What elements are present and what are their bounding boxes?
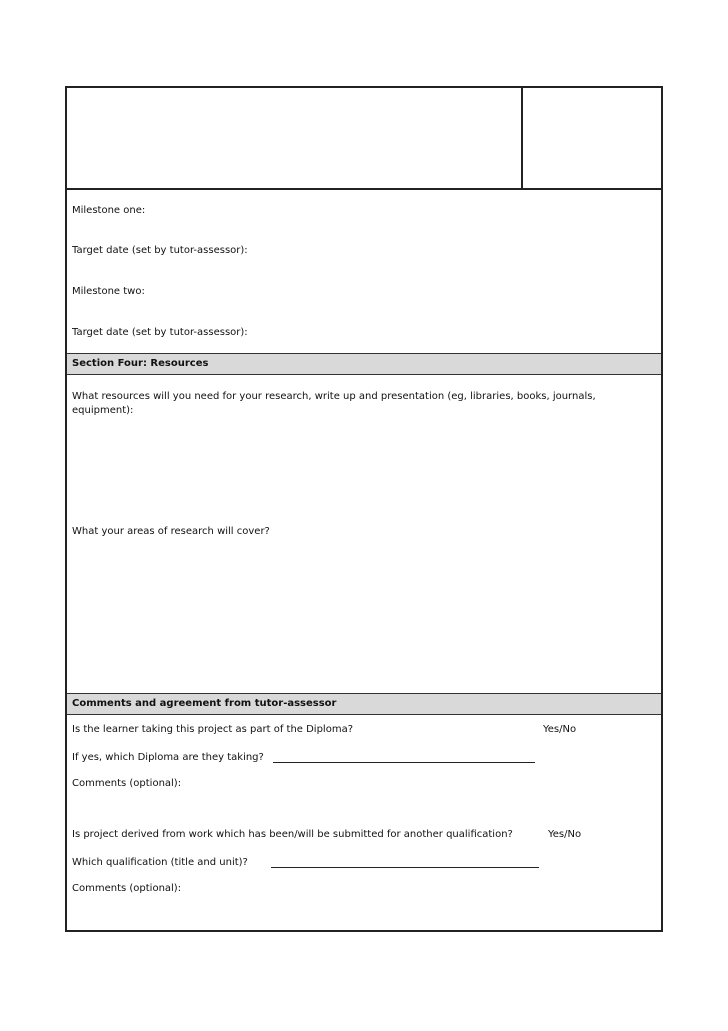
which-qualification-question: Which qualification (title and unit)?	[72, 857, 248, 868]
comments-optional-1: Comments (optional):	[72, 778, 182, 789]
comments-heading-band	[67, 693, 661, 715]
header-divider	[521, 88, 523, 188]
section-four-heading: Section Four: Resources	[72, 358, 209, 369]
derived-yes-no[interactable]: Yes/No	[548, 829, 582, 840]
which-diploma-question: If yes, which Diploma are they taking?	[72, 752, 264, 763]
diploma-question: Is the learner taking this project as part of the Diploma?	[72, 724, 354, 735]
header-box	[67, 88, 661, 190]
derived-question: Is project derived from work which has been/will be submitted for another qualification?	[72, 829, 513, 840]
section-four-heading-band	[67, 353, 661, 375]
comments-heading: Comments and agreement from tutor-assessor	[72, 698, 337, 709]
comments-optional-2: Comments (optional):	[72, 883, 182, 894]
diploma-yes-no[interactable]: Yes/No	[543, 724, 577, 735]
milestone-one-label: Milestone one:	[72, 205, 146, 216]
target-date-two-label: Target date (set by tutor-assessor):	[72, 327, 248, 338]
research-areas-question: What your areas of research will cover?	[72, 526, 270, 537]
which-diploma-answer-line[interactable]	[273, 762, 535, 763]
resources-question: What resources will you need for your research, write up and presentation (eg, libraries, books, journals, equipment):	[72, 391, 596, 416]
project-proposal-form	[65, 86, 663, 932]
milestone-two-label: Milestone two:	[72, 286, 145, 297]
target-date-one-label: Target date (set by tutor-assessor):	[72, 245, 248, 256]
which-qualification-answer-line[interactable]	[271, 867, 539, 868]
